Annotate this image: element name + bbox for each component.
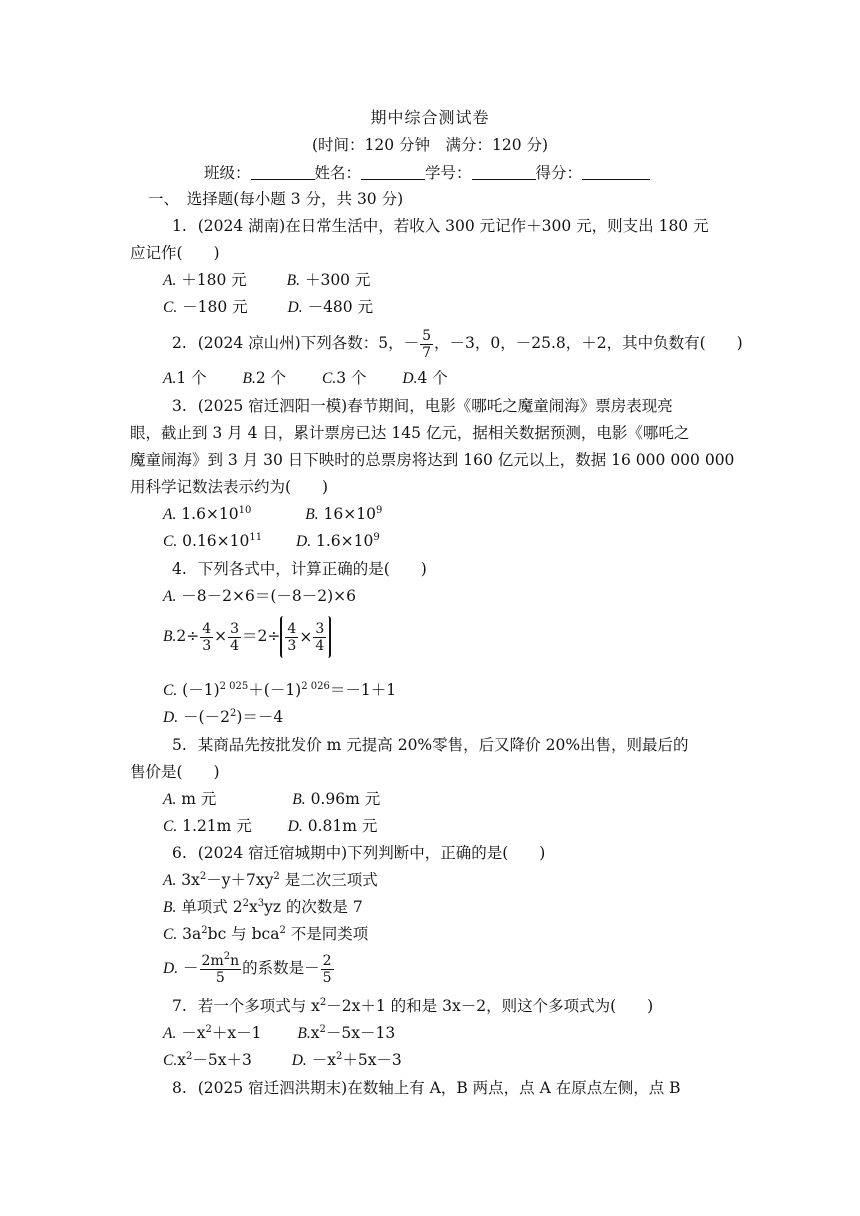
q5-option-a-label: A.: [163, 791, 177, 808]
q3-number: 3.: [172, 397, 187, 415]
q6-option-b-row: [163, 896, 363, 919]
q4-b-frac2-den: 4: [230, 637, 240, 654]
q6-d-frac1-num: [200, 950, 242, 970]
q6-option-c-row: [163, 923, 368, 946]
q4-option-c-part2: ＋(－1): [248, 681, 302, 699]
q7-options-row2: [163, 1049, 402, 1072]
q1-option-a: ＋180 元: [181, 271, 247, 289]
q5-option-a: m 元: [181, 790, 217, 808]
q6-option-d-label: D.: [163, 960, 179, 977]
q2-option-c: 3 个: [336, 369, 367, 387]
q5-stem-1: 某商品先按批发价 m 元提高 20%零售，后又降价 20%出售，则最后的: [197, 736, 689, 754]
q4-option-b-part1: 2÷: [176, 627, 200, 645]
q6-option-b-part1: 单项式 2: [181, 898, 243, 916]
q6-d-frac1-den: 5: [215, 969, 225, 986]
q5-options-row2: [163, 815, 377, 838]
q4-option-b-paren: [280, 616, 331, 658]
q1-stem-2: 应记作( ): [130, 244, 220, 262]
q4-option-b-frac3: [285, 621, 298, 654]
q7-option-d-part2: ＋5x－3: [342, 1051, 402, 1069]
q3-stem-2: 眼，截止到 3 月 4 日，累计票房已达 145 亿元，据相关数据预测，电影《哪吒之: [130, 424, 690, 442]
q5-number: 5.: [172, 736, 187, 754]
q7-option-a-part1: －x: [181, 1024, 206, 1042]
q4-number: 4.: [172, 560, 187, 578]
class-label: 班级：: [204, 164, 251, 182]
q1-line1: [172, 215, 709, 237]
q5-option-d-label: D.: [287, 818, 303, 835]
q7-number: 7.: [172, 997, 187, 1015]
q4-b-frac1-den: 3: [202, 637, 212, 654]
q5-option-c-label: C.: [163, 818, 178, 835]
q8-stem-1: (2025 宿迁泗洪期末)在数轴上有 A，B 两点，点 A 在原点左侧，点 B: [197, 1079, 681, 1097]
q5-line1: [172, 734, 689, 756]
q4-option-b-frac2: [228, 621, 241, 654]
q1-option-c: －180 元: [182, 298, 248, 316]
q6-line1: [172, 842, 545, 864]
q4-b-frac3-den: 3: [287, 637, 297, 654]
q6-d-frac1-num-p2: n: [230, 952, 240, 969]
score-blank[interactable]: [582, 165, 650, 180]
q4-option-b-frac1: [200, 621, 213, 654]
q5-option-d: 0.81m 元: [307, 817, 378, 835]
q2-number: 2.: [172, 334, 187, 352]
q3-option-b-label: B.: [305, 506, 319, 523]
name-label: 姓名：: [314, 164, 362, 182]
q1-option-d-label: D.: [287, 299, 303, 316]
q4-option-b-row: [163, 615, 331, 657]
q6-option-b-part3: yz 的次数是 7: [264, 898, 363, 916]
q4-option-d-exp1: 2: [229, 708, 237, 719]
q7-option-d-part1: －x: [311, 1051, 336, 1069]
q7-option-a-label: A.: [163, 1025, 177, 1042]
q1-option-b: ＋300 元: [304, 271, 371, 289]
q6-number: 6.: [172, 844, 187, 862]
q5-option-b: 0.96m 元: [310, 790, 381, 808]
q6-option-a-exp2: 2: [273, 871, 280, 882]
q3-line1: [172, 395, 673, 417]
q6-option-c-part1: 3a: [182, 925, 202, 943]
q1-options-row2: [163, 296, 373, 319]
q4-stem: 下列各式中，计算正确的是( ): [197, 560, 427, 578]
q1-number: 1.: [172, 217, 187, 235]
q6-option-d-frac2: [321, 953, 334, 986]
q3-option-c-label: C.: [163, 533, 178, 550]
q2-option-c-label: C.: [322, 370, 337, 387]
q6-option-a-part3: 是二次三项式: [279, 871, 378, 889]
q3-option-a: 1.6×10: [181, 505, 239, 523]
q4-option-a: －8－2×6＝(－8－2)×6: [181, 587, 357, 605]
q4-b-frac1-num: 4: [202, 620, 212, 637]
q4-option-d-label: D.: [163, 709, 179, 726]
q6-option-a-row: [163, 869, 378, 892]
q7-option-a-exp: 2: [205, 1024, 212, 1035]
q7-stem-exp: 2: [319, 997, 327, 1008]
id-blank[interactable]: [472, 165, 536, 180]
exam-subtitle: (时间：120 分钟 满分：120 分): [311, 136, 549, 154]
q6-d-frac1-num-exp: 2: [223, 950, 231, 962]
q7-option-c-label: C.: [163, 1052, 178, 1069]
q4-option-b-part3: ＝2÷: [242, 627, 281, 645]
q6-option-c-label: C.: [163, 926, 178, 943]
q3-option-a-label: A.: [163, 506, 177, 523]
q3-option-d-label: D.: [296, 533, 312, 550]
q6-d-frac2-den: 5: [322, 969, 332, 986]
q3-option-c-exp: 11: [249, 532, 263, 543]
page-title: 期中综合测试卷: [370, 108, 490, 127]
q6-option-d-part2: 的系数是－: [242, 959, 320, 977]
q1-options-row1: [163, 269, 370, 292]
q6-option-a-part1: 3x: [181, 871, 200, 889]
q3-stem-4: 用科学记数法表示约为( ): [130, 478, 329, 496]
q3-option-b-exp: 9: [375, 505, 383, 516]
q2-option-a-label: A.: [163, 370, 177, 387]
q7-option-d-exp: 2: [335, 1051, 343, 1062]
class-blank[interactable]: [251, 165, 315, 180]
q7-option-b-exp: 2: [319, 1024, 326, 1035]
q4-option-d-row: [163, 706, 283, 729]
q6-option-c-exp2: 2: [279, 925, 286, 936]
q1-stem-1: (2024 湖南)在日常生活中，若收入 300 元记作＋300 元，则支出 180 元: [197, 217, 709, 235]
q4-option-b-part4: ×: [299, 628, 313, 646]
q4-b-frac4-den: 4: [315, 637, 325, 654]
q6-stem: (2024 宿迁宿城期中)下列判断中，正确的是( ): [197, 844, 546, 862]
q2-fraction-numerator: 5: [422, 327, 431, 344]
q4-b-frac3-num: 4: [287, 620, 297, 637]
q4-line1: [172, 558, 427, 580]
student-info-line: [204, 162, 650, 184]
q5-option-b-label: B.: [292, 791, 306, 808]
q7-line1: [172, 995, 653, 1017]
q3-options-row2: [163, 530, 380, 553]
q4-option-c-part1: (－1): [182, 681, 220, 699]
q6-option-a-part2: －y＋7xy: [206, 871, 274, 889]
q7-option-c-exp: 2: [185, 1051, 193, 1062]
q2-option-d: 4 个: [417, 369, 448, 387]
q4-option-a-row: [163, 585, 356, 608]
q2-option-b-label: B.: [242, 370, 256, 387]
q6-option-d-frac1: [200, 950, 242, 986]
section-heading: 一、 选择题(每小题 3 分，共 30 分): [148, 190, 404, 208]
q4-option-a-label: A.: [163, 588, 177, 605]
q6-option-d-row: [163, 948, 335, 988]
q4-option-d-part2: )＝－4: [236, 708, 284, 726]
name-blank[interactable]: [361, 165, 425, 180]
q6-option-b-exp2: 3: [257, 898, 265, 909]
q6-option-b-exp1: 2: [242, 898, 249, 909]
q4-option-d-part1: －(－2: [183, 708, 230, 726]
q4-option-c-exp1: 2 025: [219, 681, 249, 692]
q7-option-b-part1: x: [310, 1024, 320, 1042]
q6-option-c-part2: bc 与 bca: [207, 925, 280, 943]
q7-option-c-part1: x: [177, 1051, 186, 1069]
q8-number: 8.: [172, 1079, 187, 1097]
q6-option-d-part1: －: [183, 959, 199, 977]
q2-option-b: 2 个: [255, 369, 287, 387]
score-label: 得分：: [535, 164, 583, 182]
q2-option-d-label: D.: [402, 370, 418, 387]
q4-option-c-row: [163, 679, 396, 702]
q1-option-a-label: A.: [163, 272, 177, 289]
q7-stem-part1: 若一个多项式与 x: [197, 997, 320, 1015]
q3-stem-3: 魔童闹海》到 3 月 30 日下映时的总票房将达到 160 亿元以上，数据 16 000 000 000: [130, 451, 735, 469]
q1-option-b-label: B.: [286, 272, 301, 289]
q3-option-d-exp: 9: [373, 532, 380, 543]
q7-option-b-label: B.: [297, 1025, 311, 1042]
q3-stem-1: (2025 宿迁泗阳一模)春节期间，电影《哪吒之魔童闹海》票房表现亮: [197, 397, 673, 415]
q7-stem-part2: －2x＋1 的和是 3x－2，则这个多项式为( ): [326, 997, 654, 1015]
q5-option-c: 1.21m 元: [182, 817, 252, 835]
q4-b-frac2-num: 3: [230, 620, 240, 637]
q7-option-b-part2: －5x－13: [325, 1024, 396, 1042]
q7-option-a-part2: ＋x－1: [211, 1024, 262, 1042]
q4-option-b-frac4: [313, 621, 326, 654]
q2-options: [163, 367, 448, 390]
q6-d-frac1-num-p1: 2m: [201, 952, 224, 969]
q6-d-frac2-num: 2: [322, 952, 332, 969]
q6-option-a-label: A.: [163, 872, 177, 889]
q4-b-frac4-num: 3: [315, 620, 325, 637]
q8-line1: [172, 1077, 681, 1099]
q2-fraction-denominator: 7: [422, 344, 431, 361]
q2-fraction: [420, 328, 433, 361]
id-label: 学号：: [425, 164, 472, 182]
q5-options-row1: [163, 788, 380, 811]
q3-option-d: 1.6×10: [316, 532, 374, 550]
q4-option-b-label: B.: [163, 628, 177, 645]
q7-option-d-label: D.: [291, 1052, 307, 1069]
q6-option-c-part3: 不是同类项: [285, 925, 369, 943]
q3-option-a-exp: 10: [238, 505, 252, 516]
q4-option-c-exp2: 2 026: [301, 681, 330, 692]
q7-options-row1: [163, 1022, 395, 1045]
q4-option-c-label: C.: [163, 682, 178, 699]
q2-stem-pre: (2024 凉山州)下列各数：5，－: [197, 334, 420, 352]
q5-stem-2: 售价是( ): [130, 763, 220, 781]
q2-option-a: 1 个: [176, 369, 207, 387]
q4-option-b-part2: ×: [214, 627, 228, 645]
q6-option-a-exp1: 2: [199, 871, 207, 882]
q7-option-c-part2: －5x＋3: [192, 1051, 252, 1069]
q3-options-row1: [163, 503, 382, 526]
q2-stem-post: ，－3，0，－25.8，＋2，其中负数有( ): [434, 334, 743, 352]
q3-option-c: 0.16×10: [182, 532, 250, 550]
q6-option-b-label: B.: [163, 899, 177, 916]
q2-line1: [172, 324, 743, 362]
q3-option-b: 16×10: [323, 505, 376, 523]
q1-option-c-label: C.: [163, 299, 178, 316]
q6-option-c-exp1: 2: [201, 925, 208, 936]
q1-option-d: －480 元: [307, 298, 374, 316]
q6-option-b-part2: x: [248, 898, 258, 916]
q4-option-c-part3: ＝－1＋1: [329, 681, 397, 699]
